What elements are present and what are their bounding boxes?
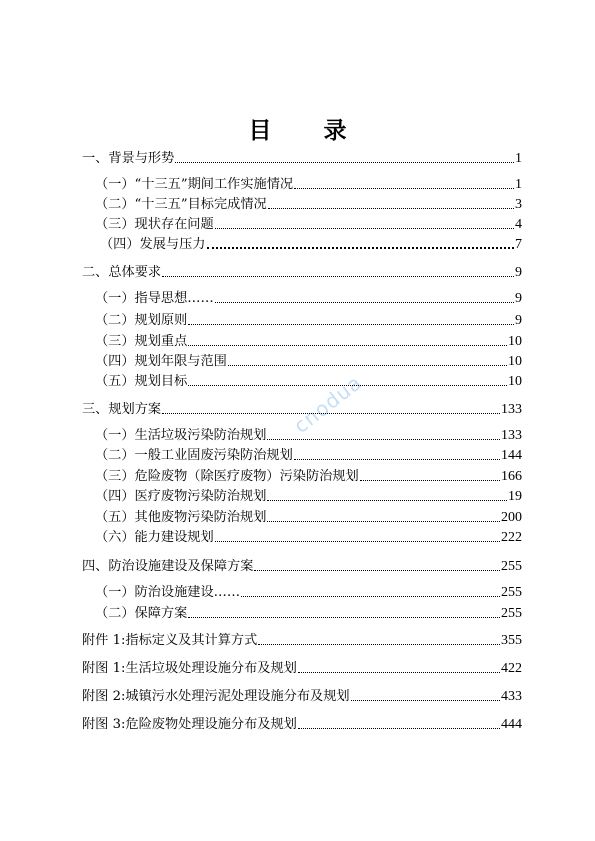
toc-entry-page: 4	[515, 217, 522, 232]
toc-entry-label: （三）规划重点	[95, 334, 188, 349]
dot-leader	[294, 459, 500, 460]
toc-entry[interactable]	[95, 333, 522, 350]
dot-leader	[267, 521, 500, 522]
toc-entry-label: （四）规划年限与范围	[95, 354, 227, 369]
dot-leader	[188, 324, 514, 325]
toc-entry[interactable]	[82, 401, 522, 418]
toc-entry[interactable]	[100, 236, 522, 253]
toc-entry-label: 三、规划方案	[82, 402, 162, 417]
toc-entry[interactable]	[82, 150, 522, 167]
dot-leader	[298, 672, 500, 673]
dot-leader	[267, 439, 500, 440]
dot-leader	[215, 541, 500, 542]
toc-entry[interactable]	[95, 373, 522, 390]
toc-entry-page: 255	[501, 585, 522, 600]
toc-entry-label: （一）指导思想……	[95, 291, 214, 306]
toc-entry-label: （四）发展与压力	[100, 237, 206, 252]
dot-leader	[294, 188, 514, 189]
toc-entry[interactable]	[95, 196, 522, 213]
toc-entry[interactable]	[82, 632, 522, 649]
toc-entry-page: 144	[501, 448, 522, 463]
toc-entry-label: 附图 1:生活垃圾处理设施分布及规划	[82, 661, 297, 676]
dot-leader	[175, 162, 514, 163]
toc-entry-page: 10	[508, 334, 522, 349]
toc-entry[interactable]	[95, 447, 522, 464]
toc-entry-page: 10	[508, 374, 522, 389]
toc-entry-page: 200	[501, 510, 522, 525]
toc-entry-label: （一）生活垃圾污染防治规划	[95, 428, 267, 443]
toc-entry-label: 二、总体要求	[82, 265, 162, 280]
dot-leader	[188, 617, 500, 618]
toc-entry-page: 133	[501, 428, 522, 443]
toc-entry[interactable]	[82, 660, 522, 677]
toc-entry-page: 355	[501, 633, 522, 648]
toc-entry-label: （一）防治设施建设……	[95, 585, 241, 600]
dot-leader	[254, 570, 500, 571]
toc-entry-label: （二）保障方案	[95, 606, 188, 621]
toc-entry-label: （二）“十三五”目标完成情况	[95, 197, 267, 212]
dot-leader	[298, 728, 500, 729]
toc-entry-label: （三）现状存在问题	[95, 217, 214, 232]
dot-leader	[162, 413, 500, 414]
toc-entry-page: 433	[501, 689, 522, 704]
toc-entry[interactable]	[95, 427, 522, 444]
toc-entry-page: 9	[515, 291, 522, 306]
toc-entry[interactable]	[95, 468, 522, 485]
toc-title: 目 录	[248, 117, 369, 144]
toc-entry-page: 19	[508, 489, 522, 504]
toc-entry-label: 附图 2:城镇污水处理污泥处理设施分布及规划	[82, 689, 350, 704]
toc-entry[interactable]	[82, 264, 522, 281]
dot-leader	[188, 385, 507, 386]
toc-entry-label: （三）危险废物（除医疗废物）污染防治规划	[95, 469, 359, 484]
dot-leader	[258, 644, 500, 645]
dot-leader	[228, 365, 507, 366]
toc-entry-label: （二）一般工业固废污染防治规划	[95, 448, 293, 463]
toc-entry-label: 附图 3:危险废物处理设施分布及规划	[82, 717, 297, 732]
toc-entry-label: （一）“十三五”期间工作实施情况	[95, 177, 294, 192]
dot-leader	[188, 345, 507, 346]
toc-entry[interactable]	[95, 509, 522, 526]
toc-entry-label: 四、防治设施建设及保障方案	[82, 559, 254, 574]
toc-entry-page: 422	[501, 661, 522, 676]
toc-entry-label: 附件 1:指标定义及其计算方式	[82, 633, 258, 648]
toc-entry-page: 444	[501, 717, 522, 732]
toc-entry-page: 1	[515, 177, 522, 192]
toc-entry[interactable]	[95, 529, 522, 546]
toc-entry-page: 133	[501, 402, 522, 417]
toc-entry-page: 10	[508, 354, 522, 369]
toc-entry-label: （五）规划目标	[95, 374, 188, 389]
toc-entry-label: （四）医疗废物污染防治规划	[95, 489, 267, 504]
toc-entry[interactable]	[95, 312, 522, 329]
toc-entry-page: 222	[501, 530, 522, 545]
dot-leader	[267, 500, 507, 501]
dot-leader	[162, 276, 514, 277]
dot-leader	[215, 302, 514, 303]
toc-entry-page: 3	[515, 197, 522, 212]
toc-entry-page: 9	[515, 313, 522, 328]
toc-entry[interactable]	[95, 176, 522, 193]
dot-leader	[360, 480, 500, 481]
toc-entry-label: 一、背景与形势	[82, 151, 175, 166]
toc-entry-label: （六）能力建设规划	[95, 530, 214, 545]
dot-leader	[241, 596, 500, 597]
toc-entry-page: 166	[501, 469, 522, 484]
toc-entry[interactable]	[82, 716, 522, 733]
toc-entry-page: 9	[515, 265, 522, 280]
watermark: cnodua	[289, 370, 367, 438]
dot-leader	[207, 247, 515, 249]
toc-entry[interactable]	[95, 605, 522, 622]
toc-entry-label: （二）规划原则	[95, 313, 188, 328]
toc-entry[interactable]	[95, 216, 522, 233]
toc-entry[interactable]	[82, 688, 522, 705]
toc-entry-label: （五）其他废物污染防治规划	[95, 510, 267, 525]
toc-entry[interactable]	[95, 584, 522, 601]
toc-entry-page: 7	[515, 237, 522, 252]
toc-entry-page: 1	[515, 151, 522, 166]
dot-leader	[268, 208, 514, 209]
toc-entry-page: 255	[501, 559, 522, 574]
toc-entry[interactable]	[95, 353, 522, 370]
dot-leader	[215, 228, 514, 229]
dot-leader	[351, 700, 500, 701]
toc-entry-page: 255	[501, 606, 522, 621]
toc-entry[interactable]	[82, 558, 522, 575]
toc-entry[interactable]	[95, 290, 522, 307]
toc-entry[interactable]	[95, 488, 522, 505]
